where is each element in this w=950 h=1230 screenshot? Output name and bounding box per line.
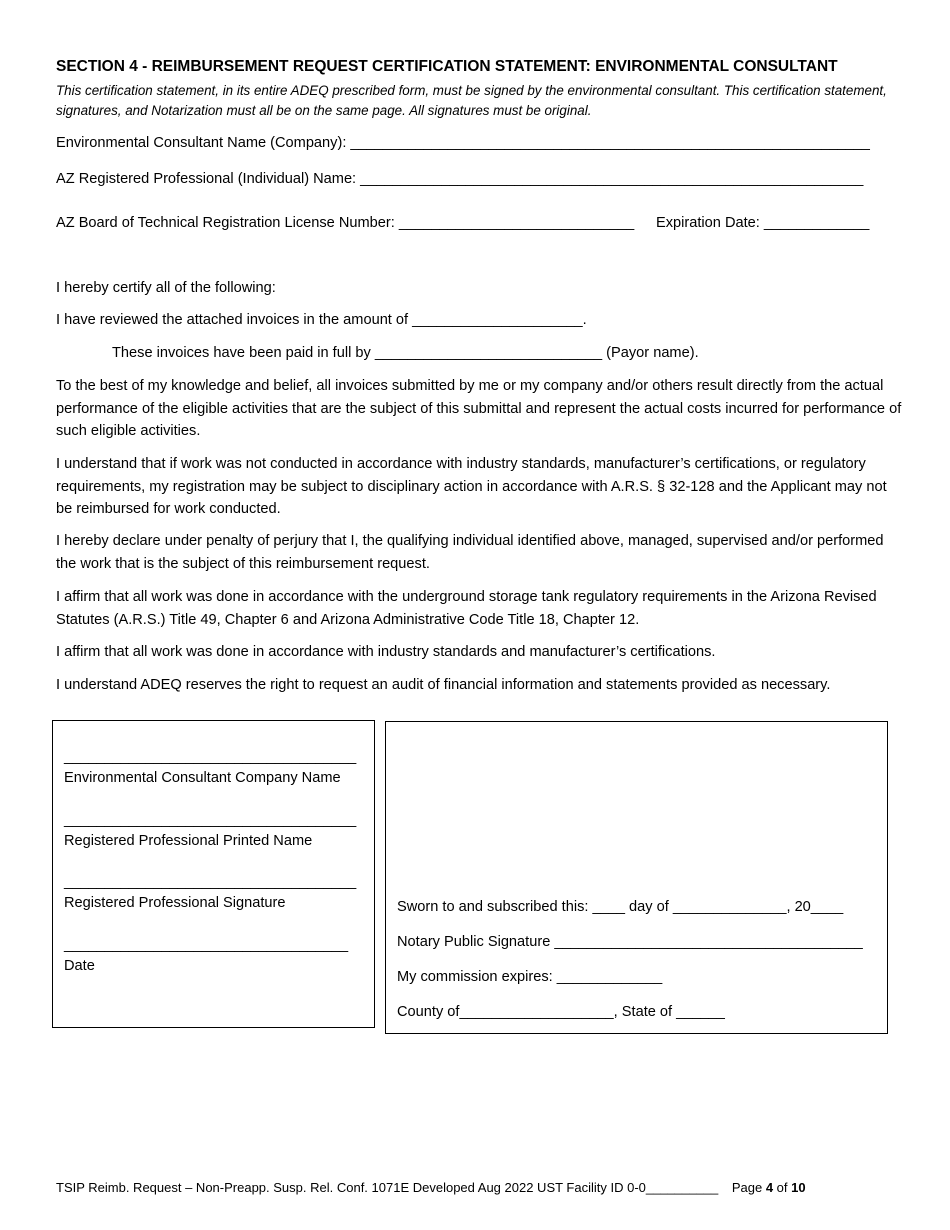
company-name-label: Environmental Consultant Company Name (64, 770, 341, 786)
consultant-name-field[interactable]: Environmental Consultant Name (Company): ________________________________________________________________ (56, 135, 870, 151)
printed-name-line[interactable]: ____________________________________ (64, 812, 357, 828)
certify-heading: I hereby certify all of the following: (56, 280, 276, 296)
certification-paragraph: I understand ADEQ reserves the right to request an audit of financial information and statements provided as necessary. (56, 677, 831, 693)
page-word: Page (731, 1180, 763, 1195)
printed-name-label: Registered Professional Printed Name (64, 833, 313, 849)
signature-box (52, 720, 375, 1028)
page-number: 4 (765, 1180, 774, 1195)
license-number-field[interactable]: AZ Board of Technical Registration License Number: _____________________________ (56, 215, 635, 231)
certification-paragraph: I hereby declare under penalty of perjury that I, the qualifying individual identified above, managed, supervised and/or performed the work that is the subject of this reimbursement request. (56, 533, 884, 572)
payor-name-field[interactable]: These invoices have been paid in full by ____________________________ (Payor name). (112, 345, 699, 361)
footer-form-info: TSIP Reimb. Request – Non-Preapp. Susp. Rel. Conf. 1071E Developed Aug 2022 UST Facility ID 0-0__________ (56, 1180, 719, 1195)
invoice-amount-field[interactable]: I have reviewed the attached invoices in the amount of _____________________. (56, 312, 587, 328)
notary-box (385, 721, 888, 1034)
date-line[interactable]: ___________________________________ (64, 937, 349, 953)
county-state-field[interactable]: County of___________________, State of ______ (397, 1004, 725, 1020)
professional-name-field[interactable]: AZ Registered Professional (Individual) Name: ______________________________________________________________ (56, 171, 864, 187)
commission-expires-field[interactable]: My commission expires: _____________ (397, 969, 663, 985)
expiration-date-field[interactable]: Expiration Date: _____________ (656, 215, 870, 231)
signature-label: Registered Professional Signature (64, 895, 286, 911)
page-footer (56, 1180, 806, 1195)
intro-instructions: This certification statement, in its entire ADEQ prescribed form, must be signed by the environmental consultant. This certification statement, signatures, and Notarization must all be on the same page. All signatures must be original. (56, 83, 887, 118)
certification-paragraph: To the best of my knowledge and belief, all invoices submitted by me or my company and/or others result directly from the actual performance of the eligible activities that are the subject of this submittal and represent the actual costs incurred for performance of such eligible activities. (56, 378, 902, 439)
certification-paragraph: I understand that if work was not conducted in accordance with industry standards, manufacturer’s certifications, or regulatory requirements, my registration may be subject to disciplinary action in accordance with A.R.S. § 32-128 and the Applicant may not be reimbursed for work conducted. (56, 456, 887, 517)
date-label: Date (64, 958, 95, 974)
notary-signature-field[interactable]: Notary Public Signature ______________________________________ (397, 934, 863, 950)
company-name-line[interactable]: ____________________________________ (64, 749, 357, 765)
page-total: 10 (791, 1180, 806, 1195)
of-word: of (776, 1180, 788, 1195)
signature-line[interactable]: ____________________________________ (64, 874, 357, 890)
section-title: SECTION 4 - REIMBURSEMENT REQUEST CERTIFICATION STATEMENT: ENVIRONMENTAL CONSULTANT (56, 58, 838, 75)
certification-paragraph: I affirm that all work was done in accordance with the underground storage tank regulatory requirements in the Arizona Revised Statutes (A.R.S.) Title 49, Chapter 6 and Arizona Administrative Code Title 18, Chapter 12. (56, 589, 877, 628)
sworn-statement-field[interactable]: Sworn to and subscribed this: ____ day of ______________, 20____ (397, 899, 844, 915)
certification-paragraph: I affirm that all work was done in accordance with industry standards and manufacturer’s certifications. (56, 644, 716, 660)
